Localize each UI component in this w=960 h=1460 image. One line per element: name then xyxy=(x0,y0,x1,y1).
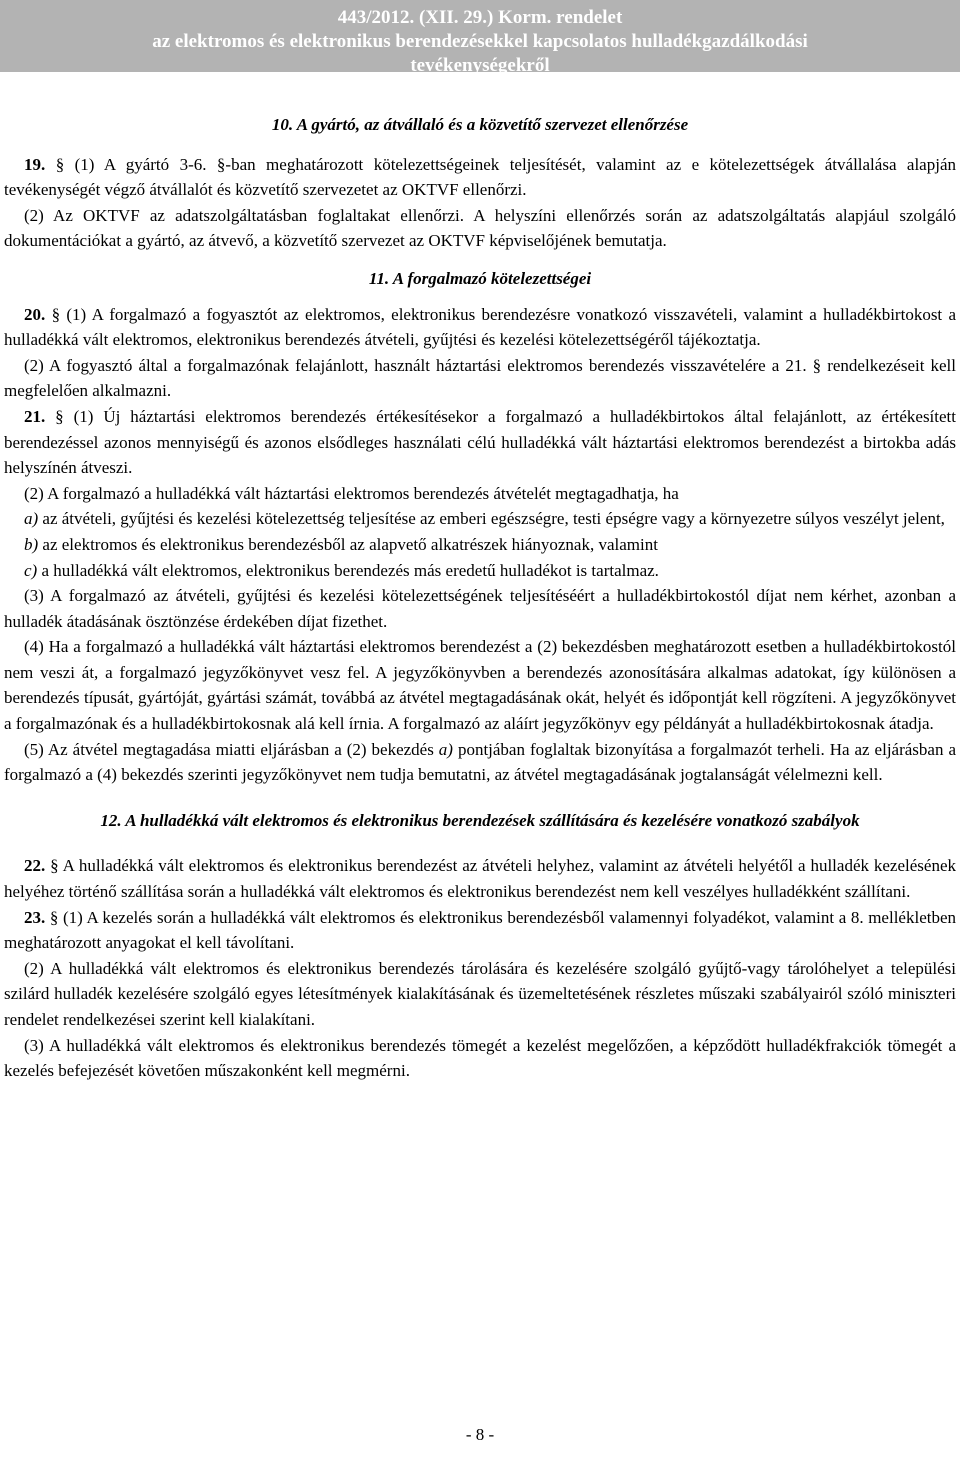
list-text: az átvételi, gyűjtési és kezelési kötelezettség teljesítése az emberi egészségre, testi épségre vagy a környezetre súlyos veszélyt jelent, xyxy=(38,509,945,529)
list-item xyxy=(4,506,956,532)
header-title-line: tevékenységekről xyxy=(410,55,550,76)
paragraph-text: § (1) A forgalmazó a fogyasztót az elektromos, elektronikus berendezésre vonatkozó visszavételi, valamint a hulladékbirtokost a hulladékká vált elektromos, elektronikus berendezés átvételi, gyűjtési és kezelési kötelezettségéről tájékoztatja. xyxy=(4,304,957,350)
paragraph-text: (5) Az átvétel megtagadása miatti eljárásban a (2) bekezdés xyxy=(24,739,439,759)
paragraph-text: § (1) Új háztartási elektromos berendezés értékesítésekor a forgalmazó a hulladékbirtokos által felajánlott, az értékesített berendezéssel azonos mennyiségű és azonos elsődleges használati célú hulladékká vált háztartási elektromos berendezést a birtokba adás helyszínén átveszi. xyxy=(4,406,956,478)
list-text: a hulladékká vált elektromos, elektronikus berendezés más eredetű hulladékot is tartalmaz. xyxy=(37,560,659,580)
section-number: 23. xyxy=(24,907,46,927)
paragraph-text: § A hulladékká vált elektromos és elektronikus berendezést az átvételi helyhez, valamint az átvételi helyétől a hulladék kezelésének helyéhez történő szállítása során a hulladékká vált elektromos és elektronikus berendezést nem kell veszélyes hulladékként szállítani. xyxy=(4,856,956,902)
paragraph xyxy=(4,302,956,353)
document-header xyxy=(0,0,960,76)
paragraph xyxy=(4,737,956,788)
paragraph: (2) A forgalmazó a hulladékká vált háztartási elektromos berendezés átvételét megtagadhatja, ha xyxy=(24,483,679,503)
paragraph xyxy=(4,404,956,481)
paragraph: (4) Ha a forgalmazó a hulladékká vált háztartási elektromos berendezést a (2) bekezdésben meghatározott esetben a hulladékbirtokostól nem veszi át, a forgalmazó jegyzőkönyvet vesz fel. A jegyzőkönyvben a berendezés azonosítására alkalmas adatokat, így különösen a berendezés típusát, gyártóját, gyártási számát, továbbá az átvétel megtagadásának okát, helyét és időpontját kell rögzíteni. A jegyzőkönyvet a forgalmazónak és a hulladékbirtokosnak alá kell írnia. A forgalmazó az aláírt jegyzőkönyv egy példányát a hulladékbirtokosnak átadja. xyxy=(4,637,956,734)
paragraph xyxy=(4,853,956,904)
chapter-heading: 12. A hulladékká vált elektromos és elektronikus berendezések szállítására és kezelésére vonatkozó szabályok xyxy=(100,810,860,830)
list-item xyxy=(4,532,956,558)
paragraph xyxy=(4,152,956,203)
paragraph: (3) A hulladékká vált elektromos és elektronikus berendezés tömegét a kezelést megelőzően, a képződött hulladékfrakciók tömegét a kezelés befejezését követően műszakonként kell megmérni. xyxy=(4,1035,956,1081)
paragraph: (3) A forgalmazó az átvételi, gyűjtési és kezelési kötelezettségének teljesítéséért a hulladékbirtokostól díjat nem kérhet, azonban a hulladék átadásának ösztönzése érdekében díjat fizethet. xyxy=(4,586,956,631)
paragraph: (2) A fogyasztó által a forgalmazónak felajánlott, használt háztartási elektromos berendezés visszavételére a 21. § rendelkezéseit kell megfelelően alkalmazni. xyxy=(4,355,956,401)
list-label: b) xyxy=(24,534,39,554)
paragraph xyxy=(4,905,956,956)
list-text: az elektromos és elektronikus berendezésből az alapvető alkatrészek hiányoznak, valamint xyxy=(38,534,658,554)
header-title-line: 443/2012. (XII. 29.) Korm. rendelet xyxy=(337,7,623,28)
page-number: - 8 - xyxy=(465,1425,495,1444)
section-number: 22. xyxy=(24,856,46,876)
section-number: 20. xyxy=(24,304,46,324)
paragraph-text: § (1) A kezelés során a hulladékká vált elektromos és elektronikus berendezésből valamennyi folyadékot, valamint a 8. mellékletben meghatározott anyagokat el kell távolítani. xyxy=(4,907,957,953)
header-title-line: az elektromos és elektronikus berendezésekkel kapcsolatos hulladékgazdálkodási xyxy=(152,31,808,52)
chapter-heading: 11. A forgalmazó kötelezettségei xyxy=(368,268,592,288)
document-body xyxy=(4,106,956,1084)
chapter-heading: 10. A gyártó, az átvállaló és a közvetítő szervezet ellenőrzése xyxy=(271,115,689,134)
paragraph-text: pontjában foglaltak bizonyítása a forgalmazót terheli. Ha az eljárásban a forgalmazó a (4) bekezdés szerinti jegyzőkönyvet nem tudja bemutatni, az átvétel megtagadásának jogtalanságát vélelmezni kell. xyxy=(4,739,956,785)
paragraph: (2) A hulladékká vált elektromos és elektronikus berendezés tárolására és kezelésére szolgáló gyűjtő-vagy tárolóhelyet a települési szilárd hulladék kezelésére szolgáló egyes létesítmények kialakításának és üzemeltetésének részletes műszaki szabályairól szóló miniszteri rendelet rendelkezései szerint kell kialakítani. xyxy=(4,958,956,1029)
list-label: c) xyxy=(24,560,38,580)
paragraph-text: § (1) A gyártó 3-6. §-ban meghatározott kötelezettségeinek teljesítését, valamint az e kötelezettségek átvállalása alapján tevékenységét végző átvállalót és közvetítő szervezetet az OKTVF ellenőrzi. xyxy=(4,154,957,200)
paragraph: (2) Az OKTVF az adatszolgáltatásban foglaltakat ellenőrzi. A helyszíni ellenőrzés során az adatszolgáltatás alapjául szolgáló dokumentációkat a gyártó, az átvevő, a közvetítő szervezet az OKTVF képviselőjének bemutatja. xyxy=(4,205,956,251)
section-number: 19. xyxy=(24,154,46,174)
list-item xyxy=(4,558,956,584)
list-label: a) xyxy=(438,739,453,759)
section-number: 21. xyxy=(24,406,46,426)
list-label: a) xyxy=(24,509,39,529)
